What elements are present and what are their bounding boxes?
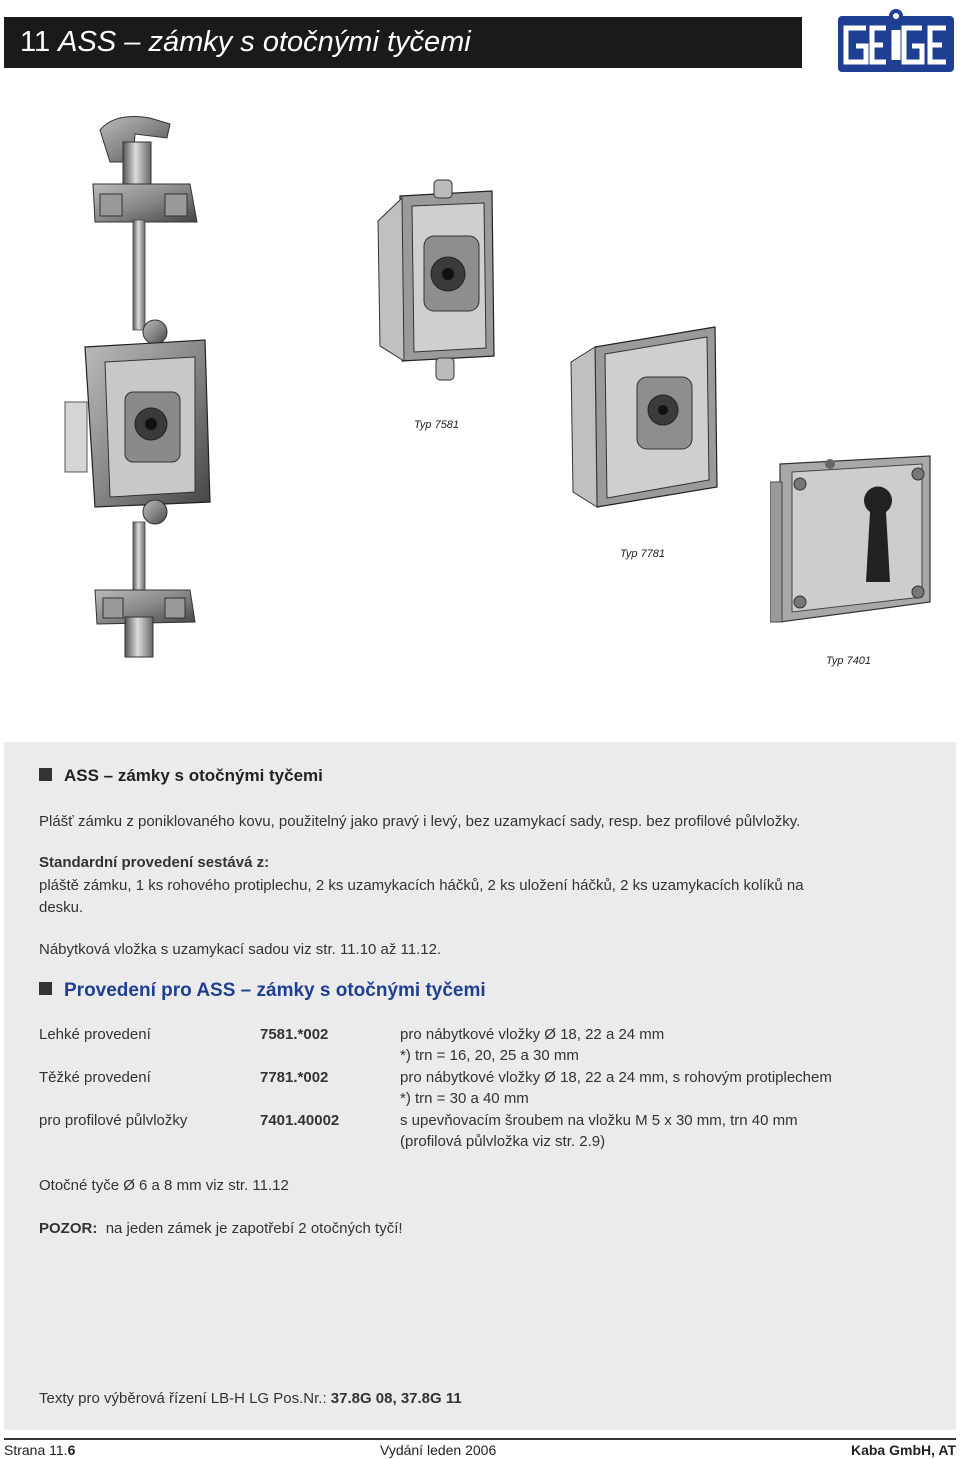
variant-code: 7581.*002 bbox=[260, 1026, 329, 1043]
caption-typ7781: Typ 7781 bbox=[620, 548, 666, 560]
chapter-title: ASS – zámky s otočnými tyčemi bbox=[58, 26, 471, 58]
warning-note bbox=[39, 1218, 403, 1240]
gege-logo bbox=[836, 8, 956, 74]
info-panel bbox=[4, 742, 956, 1430]
tender-codes: 37.8G 08, 37.8G 11 bbox=[330, 1390, 462, 1407]
variant-name: pro profilové půlvložky bbox=[39, 1112, 188, 1129]
lock-7781-upper-photo bbox=[372, 176, 507, 386]
caption-typ7581: Typ 7581 bbox=[414, 419, 460, 431]
section-heading: ASS – zámky s otočnými tyčemi bbox=[39, 766, 323, 786]
variant-name: Lehké provedení bbox=[39, 1026, 151, 1043]
standard-heading: Standardní provedení sestává z: bbox=[39, 854, 270, 871]
footer-divider bbox=[4, 1438, 956, 1440]
lock-7781-photo bbox=[565, 322, 725, 522]
page-number: Strana 11.6 bbox=[4, 1442, 76, 1458]
rods-note: Otočné tyče Ø 6 a 8 mm viz str. 11.12 bbox=[39, 1177, 289, 1194]
standard-text-line1: pláště zámku, 1 ks rohového protiplechu, 2 ks uzamykacích háčků, 2 ks uložení háčků, 2 ks uzamykacích kolíků na bbox=[39, 877, 804, 894]
square-bullet-icon bbox=[39, 982, 52, 995]
lock-7581-photo bbox=[55, 112, 225, 664]
caption-typ7401: Typ 7401 bbox=[826, 655, 872, 667]
standard-text-line2: desku. bbox=[39, 899, 84, 916]
variant-code: 7781.*002 bbox=[260, 1069, 329, 1086]
variant-description: pro nábytkové vložky Ø 18, 22 a 24 mm, s rohovým protiplechem *) trn = 30 a 40 mm bbox=[400, 1069, 832, 1107]
warning-label: POZOR: bbox=[39, 1220, 98, 1237]
variant-code: 7401.40002 bbox=[260, 1112, 340, 1129]
square-bullet-icon bbox=[39, 768, 52, 781]
variants-heading: Provedení pro ASS – zámky s otočnými tyčemi bbox=[39, 980, 486, 1002]
edition-date: Vydání leden 2006 bbox=[380, 1442, 497, 1458]
intro-text: Plášť zámku z poniklovaného kovu, použitelný jako pravý i levý, bez uzamykací sady, resp. bez profilové půlvložky. bbox=[39, 813, 801, 830]
header-bar bbox=[4, 17, 802, 68]
chapter-number: 11 bbox=[20, 26, 51, 58]
tender-texts: Texty pro výběrová řízení LB-H LG Pos.Nr.: 37.8G 08, 37.8G 11 bbox=[39, 1390, 462, 1407]
page-title bbox=[20, 25, 471, 59]
furniture-note: Nábytková vložka s uzamykací sadou viz str. 11.10 až 11.12. bbox=[39, 941, 442, 958]
variant-description: s upevňovacím šroubem na vložku M 5 x 30 mm, trn 40 mm (profilová půlvložka viz str. 2.9) bbox=[400, 1112, 798, 1150]
variant-description: pro nábytkové vložky Ø 18, 22 a 24 mm *) trn = 16, 20, 25 a 30 mm bbox=[400, 1026, 665, 1064]
warning-text: na jeden zámek je zapotřebí 2 otočných tyčí! bbox=[105, 1220, 403, 1237]
variant-name: Těžké provedení bbox=[39, 1069, 151, 1086]
lock-7401-photo bbox=[770, 452, 935, 627]
company-name: Kaba GmbH, AT bbox=[850, 1442, 956, 1458]
